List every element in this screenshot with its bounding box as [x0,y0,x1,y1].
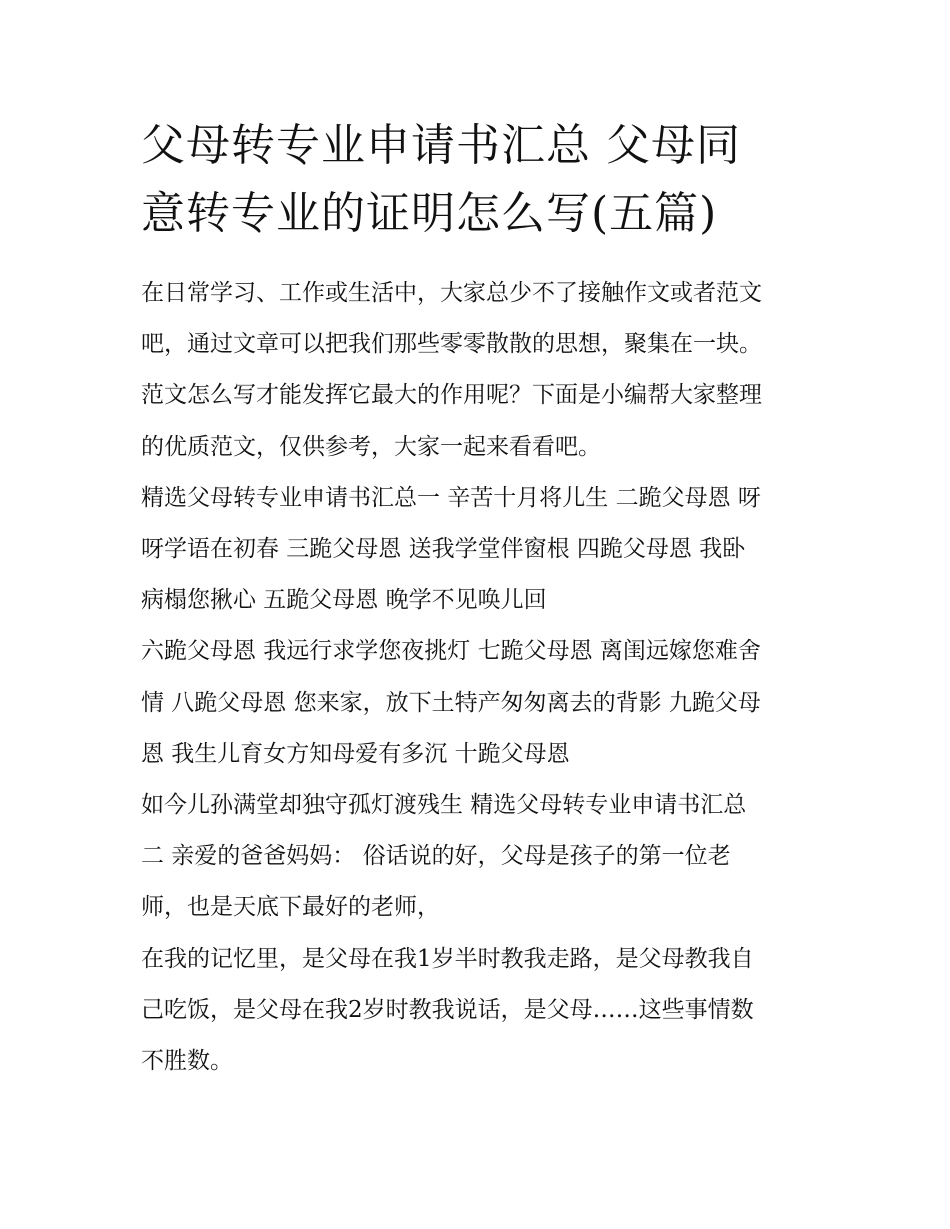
document-title-line-1: 父母转专业申请书汇总 父母同 [141,120,741,171]
body-line: 如今儿孙满堂却独守孤灯渡残生 精选父母转专业申请书汇总 [141,792,747,819]
body-line: 二 亲爱的爸爸妈妈： 俗话说的好，父母是孩子的第一位老 [141,843,731,870]
body-line: 在我的记忆里，是父母在我1岁半时教我走路，是父母教我自 [141,945,754,972]
document-title-line-2: 意转专业的证明怎么写(五篇) [141,188,718,239]
body-line: 恩 我生儿育女方知母爱有多沉 十跪父母恩 [141,740,570,767]
body-line: 呀学语在初春 三跪父母恩 送我学堂伴窗根 四跪父母恩 我卧 [141,536,746,563]
document-content [141,112,816,1087]
body-line: 的优质范文，仅供参考，大家一起来看看吧。 [141,433,601,460]
document-body [141,268,816,1087]
body-line: 吧，通过文章可以把我们那些零零散散的思想，聚集在一块。 [141,331,762,358]
body-line: 己吃饭，是父母在我2岁时教我说话，是父母……这些事情数 [141,996,754,1023]
body-line: 六跪父母恩 我远行求学您夜挑灯 七跪父母恩 离闺远嫁您难舍 [141,638,761,665]
body-line: 范文怎么写才能发挥它最大的作用呢？下面是小编帮大家整理 [141,382,762,409]
body-line: 情 八跪父母恩 您来家，放下土特产匆匆离去的背影 九跪父母 [141,689,761,716]
body-line: 在日常学习、工作或生活中，大家总少不了接触作文或者范文 [141,280,762,306]
body-line: 精选父母转专业申请书汇总一 辛苦十月将儿生 二跪父母恩 呀 [141,484,761,511]
body-line: 病榻您揪心 五跪父母恩 晚学不见唤儿回 [141,587,547,614]
body-line: 不胜数。 [141,1048,233,1075]
body-line: 师，也是天底下最好的老师， [141,894,440,921]
